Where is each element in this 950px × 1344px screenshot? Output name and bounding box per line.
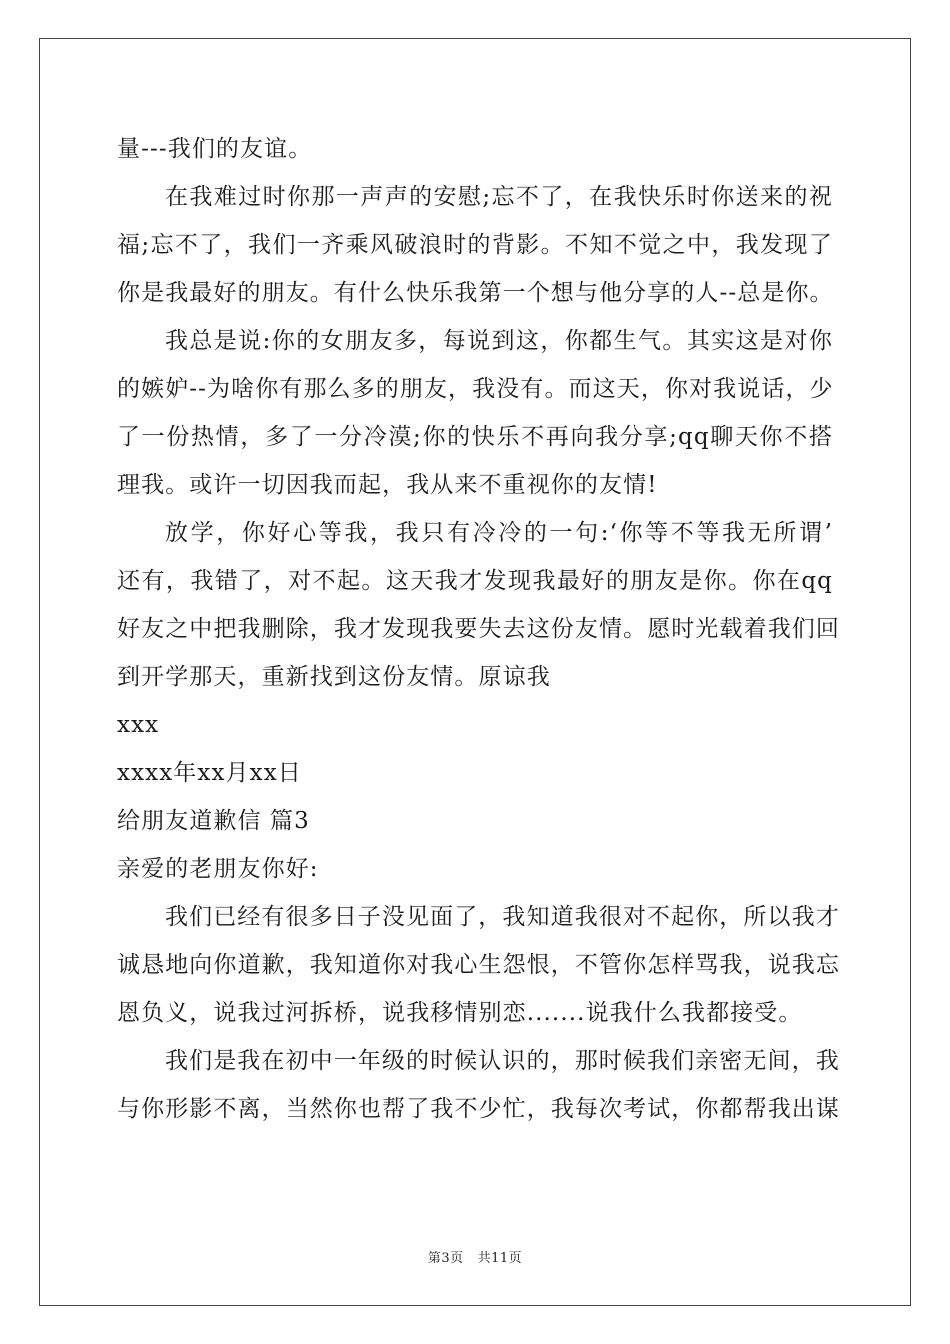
text-line: 与你形影不离，当然你也帮了我不少忙，我每次考试，你都帮我出谋 xyxy=(117,1096,840,1122)
page-footer xyxy=(0,1247,950,1266)
document-body xyxy=(117,125,840,1133)
text-line: 量---我们的友谊。 xyxy=(117,136,313,162)
text-line: 了一份热情，多了一分冷漠;你的快乐不再向我分享;qq聊天你不搭 xyxy=(117,424,833,450)
text-line: 在我难过时你那一声声的安慰;忘不了，在我快乐时你送来的祝 xyxy=(165,184,833,210)
text-line: 理我。或许一切因我而起，我从来不重视你的友情! xyxy=(117,472,658,498)
signature: xxx xyxy=(117,712,160,738)
text-line: 诚恳地向你道歉，我知道你对我心生怨恨，不管你怎样骂我，说我忘 xyxy=(117,952,840,978)
section-heading: 给朋友道歉信 篇3 xyxy=(117,808,310,834)
salutation: 亲爱的老朋友你好: xyxy=(117,856,319,882)
text-line: 好友之中把我删除，我才发现我要失去这份友情。愿时光载着我们回 xyxy=(117,616,840,642)
date-line: xxxx年xx月xx日 xyxy=(117,760,302,786)
page-number: 第3页 xyxy=(427,1251,464,1266)
text-line: 的嫉妒--为啥你有那么多的朋友，我没有。而这天，你对我说话，少 xyxy=(117,376,834,402)
text-line: 还有，我错了，对不起。这天我才发现我最好的朋友是你。你在qq xyxy=(117,568,833,594)
text-line: 到开学那天，重新找到这份友情。原谅我 xyxy=(117,664,551,690)
text-line: 放学，你好心等我，我只有冷冷的一句:‘你等不等我无所谓’ xyxy=(165,520,833,546)
page-total: 共11页 xyxy=(477,1251,523,1266)
text-line: 我们是我在初中一年级的时候认识的，那时候我们亲密无间，我 xyxy=(165,1048,840,1074)
text-line: 恩负义，说我过河拆桥，说我移情别恋.......说我什么我都接受。 xyxy=(117,1000,803,1026)
text-line: 我总是说:你的女朋友多，每说到这，你都生气。其实这是对你 xyxy=(165,328,833,354)
text-line: 我们已经有很多日子没见面了，我知道我很对不起你，所以我才 xyxy=(165,904,840,930)
text-line: 福;忘不了，我们一齐乘风破浪时的背影。不知不觉之中，我发现了 xyxy=(117,232,833,258)
text-line: 你是我最好的朋友。有什么快乐我第一个想与他分享的人--总是你。 xyxy=(117,280,834,306)
